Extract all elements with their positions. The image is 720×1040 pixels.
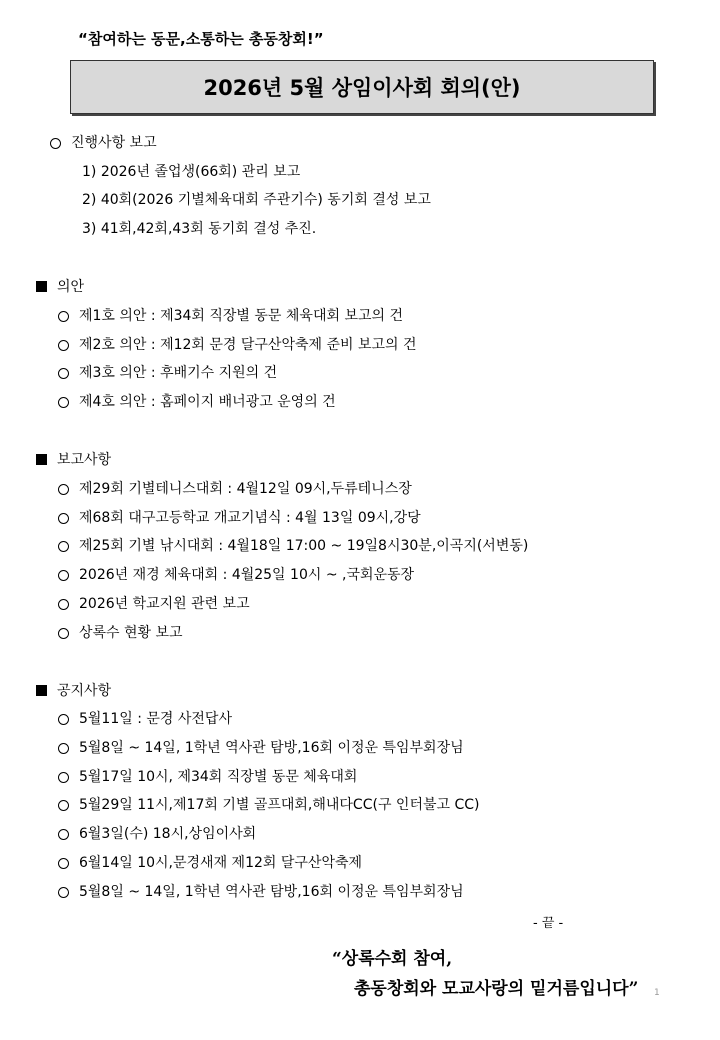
agenda-heading (36, 278, 84, 296)
progress-heading-label: 진행사항 보고 (71, 135, 157, 151)
circle-bullet-icon (58, 829, 69, 840)
reports-heading (36, 451, 111, 469)
square-bullet-icon (36, 281, 47, 292)
notice-item: 5월11일 : 문경 사전답사 (58, 710, 232, 728)
circle-bullet-icon (50, 138, 61, 149)
report-item: 제68회 대구고등학교 개교기념식 : 4월 13일 09시,강당 (58, 509, 421, 527)
circle-bullet-icon (58, 858, 69, 869)
notices-heading (36, 682, 111, 700)
circle-bullet-icon (58, 484, 69, 495)
progress-item: 3) 41회,42회,43회 동기회 결성 추진. (82, 221, 317, 237)
progress-item: 1) 2026년 졸업생(66회) 관리 보고 (82, 164, 301, 180)
circle-bullet-icon (58, 340, 69, 351)
circle-bullet-icon (58, 714, 69, 725)
report-item: 2026년 재경 체육대회 : 4월25일 10시 ~ ,국회운동장 (58, 566, 414, 584)
closing-line-1: “상록수회 참여, (332, 949, 453, 969)
circle-bullet-icon (58, 772, 69, 783)
notice-item: 5월8일 ~ 14일, 1학년 역사관 탐방,16회 이정운 특임부회장님 (58, 739, 464, 757)
slogan: “참여하는 동문,소통하는 총동창회!” (78, 30, 324, 48)
agenda-heading-label: 의안 (57, 279, 85, 295)
closing-line-2: 총동창회와 모교사랑의 밑거름입니다” (354, 979, 639, 999)
notice-item: 6월3일(수) 18시,상임이사회 (58, 825, 256, 843)
agenda-item: 제4호 의안 : 홈페이지 배너광고 운영의 건 (58, 393, 336, 411)
square-bullet-icon (36, 454, 47, 465)
notices-heading-label: 공지사항 (57, 683, 112, 699)
reports-heading-label: 보고사항 (57, 452, 112, 468)
circle-bullet-icon (58, 311, 69, 322)
progress-heading (50, 134, 157, 152)
square-bullet-icon (36, 685, 47, 696)
title-box (70, 60, 654, 114)
agenda-item: 제2호 의안 : 제12회 문경 달구산악축제 준비 보고의 건 (58, 336, 417, 354)
end-mark: - 끝 - (533, 916, 564, 931)
circle-bullet-icon (58, 628, 69, 639)
report-item: 2026년 학교지원 관련 보고 (58, 595, 250, 613)
notice-item: 6월14일 10시,문경새재 제12회 달구산악축제 (58, 854, 362, 872)
progress-item: 2) 40회(2026 기별체육대회 주관기수) 동기회 결성 보고 (82, 192, 431, 208)
notice-item: 5월29일 11시,제17회 기별 골프대회,해내다CC(구 인터불고 CC) (58, 796, 479, 814)
circle-bullet-icon (58, 541, 69, 552)
report-item: 상록수 현황 보고 (58, 624, 183, 642)
circle-bullet-icon (58, 368, 69, 379)
circle-bullet-icon (58, 599, 69, 610)
agenda-item: 제3호 의안 : 후배기수 지원의 건 (58, 364, 277, 382)
notice-item: 5월8일 ~ 14일, 1학년 역사관 탐방,16회 이정운 특임부회장님 (58, 883, 464, 901)
circle-bullet-icon (58, 397, 69, 408)
report-item: 제29회 기별테니스대회 : 4월12일 09시,두류테니스장 (58, 480, 412, 498)
report-item: 제25회 기별 낚시대회 : 4월18일 17:00 ~ 19일8시30분,이곡지(서변동) (58, 537, 528, 555)
agenda-item: 제1호 의안 : 제34회 직장별 동문 체육대회 보고의 건 (58, 307, 403, 325)
notice-item: 5월17일 10시, 제34회 직장별 동문 체육대회 (58, 768, 357, 786)
circle-bullet-icon (58, 570, 69, 581)
page-title: 2026년 5월 상임이사회 회의(안) (203, 76, 521, 100)
circle-bullet-icon (58, 800, 69, 811)
circle-bullet-icon (58, 887, 69, 898)
circle-bullet-icon (58, 743, 69, 754)
circle-bullet-icon (58, 513, 69, 524)
page-number: 1 (654, 988, 660, 998)
